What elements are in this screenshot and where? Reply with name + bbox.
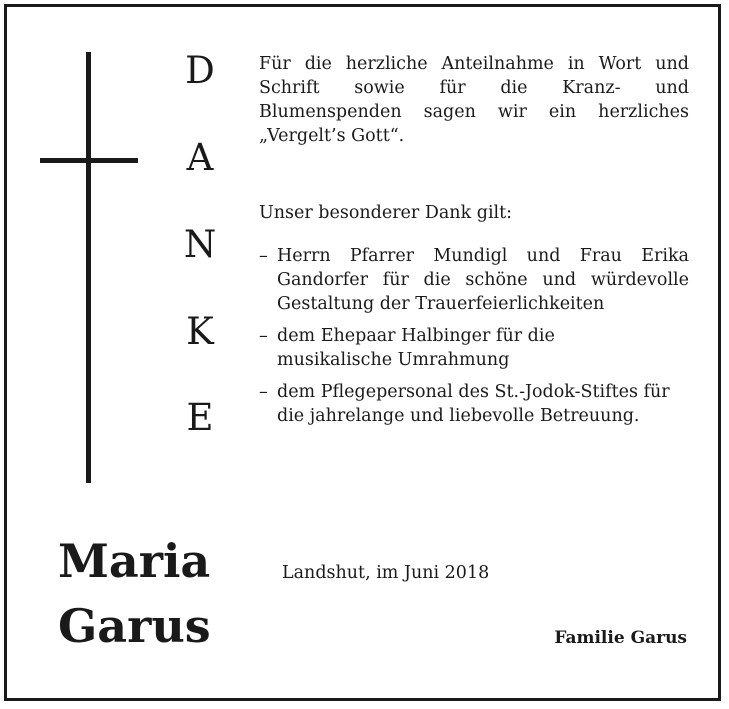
- danke-letter-d: D: [185, 49, 215, 92]
- list-dash: –: [259, 326, 268, 346]
- list-dash: –: [259, 382, 268, 402]
- thanks-list: [259, 244, 689, 436]
- place-date: Landshut, im Juni 2018: [282, 563, 490, 583]
- intro-paragraph: Für die herzliche Anteilnahme in Wort und Schrift sowie für die Kranz- und Blumenspenden sagen wir ein herzliches „Vergelt’s Gott“.: [259, 54, 689, 146]
- list-item-text: dem Pflegepersonal des St.-Jodok-Stiftes für die jahrelange und liebevolle Betreuung.: [277, 382, 670, 426]
- danke-letter-e: E: [186, 396, 214, 439]
- list-item-text: Herrn Pfarrer Mundigl und Frau Erika Gandorfer für die schöne und würdevolle Gestaltung der Trauerfeierlichkeiten: [277, 246, 689, 314]
- cross-vertical-bar: [86, 52, 91, 483]
- list-item: [259, 324, 657, 372]
- list-item: [259, 244, 689, 316]
- list-dash: –: [259, 246, 268, 266]
- danke-letter-k: K: [186, 310, 214, 353]
- deceased-last-name: Garus: [58, 599, 211, 653]
- list-item-text: dem Ehepaar Halbinger für die musikalische Umrahmung: [277, 326, 555, 370]
- signature: Familie Garus: [554, 628, 687, 648]
- thanks-heading: Unser besonderer Dank gilt:: [259, 203, 513, 223]
- deceased-first-name: Maria: [58, 534, 211, 588]
- list-item: [259, 380, 677, 428]
- cross-horizontal-bar: [40, 158, 138, 163]
- danke-letter-a: A: [186, 136, 214, 179]
- danke-letter-n: N: [183, 223, 217, 266]
